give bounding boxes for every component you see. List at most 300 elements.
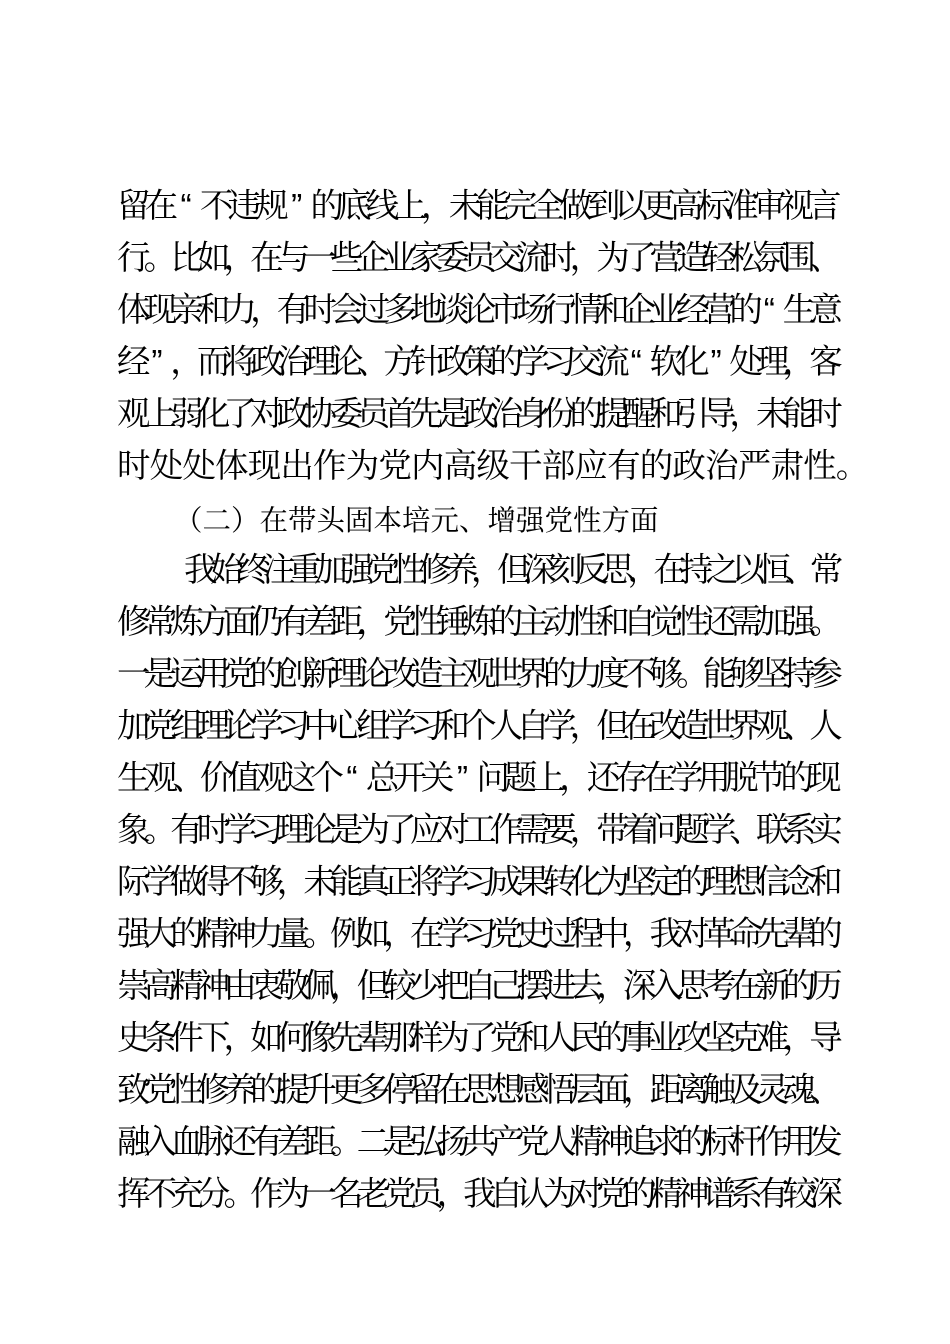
glyph: 了 <box>622 240 657 277</box>
text-line <box>117 227 843 279</box>
glyph: 论 <box>303 812 337 849</box>
glyph: 题 <box>503 760 538 797</box>
glyph: 坚 <box>756 656 790 693</box>
glyph: 习 <box>543 344 577 381</box>
glyph: 脉 <box>196 1124 231 1161</box>
glyph: 命 <box>729 916 763 953</box>
glyph: 神 <box>596 1124 630 1161</box>
glyph: 学 <box>250 708 284 745</box>
glyph: 界 <box>516 656 550 693</box>
glyph: 和 <box>649 396 683 433</box>
glyph: 精 <box>196 916 231 953</box>
glyph: 距 <box>649 1072 683 1109</box>
glyph: 在 <box>642 760 676 797</box>
glyph: 元 <box>430 505 460 537</box>
glyph: 改 <box>649 708 683 745</box>
glyph: 处 <box>182 448 216 485</box>
glyph: 市 <box>489 292 524 329</box>
glyph: ” <box>151 344 163 381</box>
glyph: 导 <box>809 1020 843 1057</box>
glyph: 围 <box>782 240 817 277</box>
glyph: 为 <box>543 1176 577 1213</box>
glyph: 党 <box>516 1124 550 1161</box>
glyph: 性 <box>569 604 604 641</box>
glyph: 新 <box>756 968 790 1005</box>
glyph: 和 <box>196 292 231 329</box>
glyph: 准 <box>725 188 759 225</box>
glyph: 二 <box>202 505 232 537</box>
glyph: 方 <box>383 344 417 381</box>
glyph: 轻 <box>702 240 737 277</box>
glyph: 未 <box>756 396 790 433</box>
glyph: 扬 <box>436 1124 470 1161</box>
glyph: 情 <box>569 292 604 329</box>
glyph: 、 <box>809 1072 843 1109</box>
body-paragraph <box>117 175 870 487</box>
glyph: 终 <box>236 552 270 589</box>
glyph: 面 <box>596 1072 630 1109</box>
glyph: 考 <box>702 968 737 1005</box>
glyph: 在 <box>259 505 289 537</box>
glyph: 世 <box>489 656 524 693</box>
glyph: 。 <box>676 656 710 693</box>
glyph: 不 <box>622 656 657 693</box>
glyph: 意 <box>809 292 843 329</box>
glyph: 老 <box>356 1176 391 1213</box>
glyph: 组 <box>356 708 391 745</box>
glyph: 精 <box>649 1176 683 1213</box>
glyph: 件 <box>170 1020 204 1057</box>
glyph: 由 <box>223 968 257 1005</box>
glyph: 的 <box>809 916 843 953</box>
glyph: “ <box>763 292 775 329</box>
glyph: 经 <box>117 344 151 381</box>
glyph: 工 <box>463 812 497 849</box>
glyph: 作 <box>756 1124 790 1161</box>
glyph: 力 <box>569 656 604 693</box>
glyph: 有 <box>756 1176 790 1213</box>
glyph: 要 <box>543 812 577 849</box>
glyph: 我 <box>184 552 218 589</box>
glyph: 不 <box>223 864 257 901</box>
glyph: 客 <box>809 344 843 381</box>
glyph: 经 <box>676 292 710 329</box>
glyph: 需 <box>516 812 550 849</box>
glyph: ” <box>456 760 469 797</box>
glyph: 的 <box>543 656 577 693</box>
glyph: 注 <box>262 552 296 589</box>
glyph: 为 <box>436 1020 470 1057</box>
glyph: 何 <box>276 1020 311 1057</box>
glyph: 转 <box>543 864 577 901</box>
glyph: ” <box>291 188 303 225</box>
glyph: 习 <box>463 864 497 901</box>
glyph: 理 <box>196 708 231 745</box>
glyph: 真 <box>356 864 391 901</box>
glyph: 修 <box>418 552 453 589</box>
glyph: 系 <box>782 812 817 849</box>
glyph: 中 <box>303 708 337 745</box>
glyph: 得 <box>196 864 231 901</box>
glyph: 把 <box>436 968 470 1005</box>
glyph: 观 <box>117 396 151 433</box>
glyph: 企 <box>622 292 657 329</box>
glyph: 学 <box>669 760 704 797</box>
glyph: 党 <box>596 1176 630 1213</box>
glyph: 历 <box>809 968 843 1005</box>
glyph: 强 <box>516 505 545 537</box>
glyph: 而 <box>196 344 231 381</box>
text-line <box>117 591 843 643</box>
glyph: 用 <box>196 656 231 693</box>
glyph: 坚 <box>622 864 657 901</box>
glyph: 存 <box>614 760 649 797</box>
text-line <box>117 1111 843 1163</box>
glyph: 深 <box>809 1176 843 1213</box>
glyph: 留 <box>409 1072 444 1109</box>
glyph: 衷 <box>250 968 284 1005</box>
glyph: 先 <box>756 916 790 953</box>
glyph: 神 <box>676 1176 710 1213</box>
glyph: 方 <box>196 604 231 641</box>
glyph: 业 <box>649 292 683 329</box>
glyph: 的 <box>639 448 674 485</box>
glyph: 的 <box>782 968 817 1005</box>
glyph: 更 <box>642 188 676 225</box>
text-line <box>117 1007 843 1059</box>
glyph: 持 <box>782 656 817 693</box>
glyph: 觉 <box>649 604 683 641</box>
glyph: 方 <box>601 505 631 537</box>
glyph: 自 <box>516 708 550 745</box>
glyph: 提 <box>276 1072 311 1109</box>
glyph: 的 <box>170 916 204 953</box>
glyph: 在 <box>653 552 687 589</box>
glyph: 内 <box>411 448 445 485</box>
text-line <box>117 1163 843 1215</box>
glyph: 价 <box>199 760 234 797</box>
glyph: 象 <box>117 812 151 849</box>
glyph: 实 <box>809 812 843 849</box>
glyph: 及 <box>729 1072 763 1109</box>
glyph: 强 <box>340 552 374 589</box>
glyph: 习 <box>276 708 311 745</box>
glyph: 联 <box>756 812 790 849</box>
glyph: 加 <box>117 708 151 745</box>
glyph: 处 <box>729 344 763 381</box>
glyph: 、 <box>809 240 843 277</box>
glyph: 与 <box>276 240 311 277</box>
glyph: 化 <box>569 864 604 901</box>
glyph: 论 <box>223 708 257 745</box>
glyph: 辈 <box>356 1020 391 1057</box>
glyph: 时 <box>809 396 843 433</box>
glyph: ， <box>223 240 257 277</box>
glyph: 软 <box>649 344 683 381</box>
glyph: 革 <box>702 916 737 953</box>
glyph: 对 <box>676 916 710 953</box>
glyph: 为 <box>356 812 391 849</box>
glyph: 党 <box>378 448 412 485</box>
text-line <box>117 747 842 799</box>
glyph: 入 <box>143 1124 178 1161</box>
glyph: 感 <box>516 1072 550 1109</box>
glyph: 、 <box>172 760 206 797</box>
glyph: 分 <box>196 1176 231 1213</box>
glyph: 在 <box>729 968 763 1005</box>
text-line <box>117 851 843 903</box>
glyph: 先 <box>409 396 444 433</box>
glyph: 在 <box>622 708 657 745</box>
glyph: 是 <box>436 396 470 433</box>
glyph: 时 <box>303 292 337 329</box>
glyph: 问 <box>649 812 683 849</box>
glyph: ， <box>782 1020 817 1057</box>
glyph: 的 <box>569 396 604 433</box>
glyph: ） <box>231 505 260 537</box>
glyph: 流 <box>596 344 630 381</box>
glyph: 出 <box>280 448 314 485</box>
glyph: 关 <box>421 760 455 797</box>
glyph: 观 <box>756 708 790 745</box>
glyph: 学 <box>543 708 577 745</box>
glyph: 底 <box>338 188 372 225</box>
glyph: 佩 <box>303 968 337 1005</box>
glyph: ， <box>223 1020 257 1057</box>
glyph: 力 <box>250 916 284 953</box>
glyph: 、 <box>356 344 391 381</box>
glyph: 认 <box>516 1176 550 1213</box>
glyph: “ <box>180 188 192 225</box>
glyph: 头 <box>316 505 346 537</box>
glyph: 人 <box>809 708 843 745</box>
glyph: 视 <box>780 188 814 225</box>
glyph: ” <box>710 344 722 381</box>
glyph: 个 <box>463 708 497 745</box>
glyph: 党 <box>366 552 401 589</box>
glyph: 念 <box>782 864 817 901</box>
glyph: 和 <box>809 864 843 901</box>
glyph: 主 <box>436 656 470 693</box>
glyph: 面 <box>630 505 659 537</box>
glyph: 界 <box>729 708 763 745</box>
glyph: 触 <box>702 1072 737 1109</box>
glyph: 距 <box>303 1124 337 1161</box>
glyph: 党 <box>489 916 524 953</box>
glyph: 多 <box>356 1072 391 1109</box>
glyph: 有 <box>607 448 641 485</box>
glyph: 氛 <box>756 240 790 277</box>
glyph: 问 <box>476 760 510 797</box>
glyph: 面 <box>223 604 257 641</box>
glyph: 史 <box>516 916 550 953</box>
glyph: 政 <box>250 344 284 381</box>
glyph: 还 <box>223 1124 257 1161</box>
glyph: 为 <box>345 448 380 485</box>
glyph: 但 <box>596 708 630 745</box>
glyph: 论 <box>330 344 364 381</box>
glyph: 为 <box>596 864 630 901</box>
glyph: 精 <box>170 968 204 1005</box>
glyph: 造 <box>409 656 444 693</box>
glyph: 是 <box>330 812 364 849</box>
glyph: 思 <box>463 1072 497 1109</box>
glyph: 企 <box>356 240 391 277</box>
glyph: 样 <box>409 1020 444 1057</box>
glyph: ， <box>569 812 604 849</box>
glyph: 是 <box>383 1124 417 1161</box>
glyph: 有 <box>276 604 311 641</box>
glyph: 能 <box>476 188 510 225</box>
glyph: 现 <box>247 448 282 485</box>
glyph: 导 <box>702 396 737 433</box>
glyph: 成 <box>489 864 524 901</box>
glyph: 克 <box>729 1020 763 1057</box>
glyph: ， <box>569 708 604 745</box>
glyph: 人 <box>489 708 524 745</box>
glyph: 家 <box>409 240 444 277</box>
glyph: “ <box>630 344 642 381</box>
glyph: 更 <box>330 1072 364 1109</box>
glyph: 员 <box>409 1176 444 1213</box>
glyph: 观 <box>144 760 179 797</box>
glyph: 时 <box>196 812 231 849</box>
glyph: 之 <box>705 552 740 589</box>
glyph: 交 <box>489 240 524 277</box>
glyph: 人 <box>543 1124 577 1161</box>
glyph: 炼 <box>170 604 204 641</box>
glyph: 敬 <box>276 968 311 1005</box>
glyph: 程 <box>569 916 604 953</box>
heading-line <box>117 487 836 539</box>
glyph: 将 <box>223 344 257 381</box>
glyph: 产 <box>489 1124 524 1161</box>
glyph: 养 <box>223 1072 257 1109</box>
glyph: 共 <box>463 1124 497 1161</box>
glyph: 节 <box>752 760 787 797</box>
glyph: 如 <box>196 240 231 277</box>
glyph: 比 <box>170 240 204 277</box>
glyph: 治 <box>705 448 739 485</box>
glyph: 辈 <box>782 916 817 953</box>
glyph: 求 <box>649 1124 683 1161</box>
glyph: 违 <box>227 188 262 225</box>
glyph: 果 <box>516 864 550 901</box>
glyph: 学 <box>516 344 550 381</box>
glyph: 改 <box>383 656 417 693</box>
glyph: 学 <box>143 864 178 901</box>
glyph: 崇 <box>117 968 151 1005</box>
glyph: 较 <box>782 1176 817 1213</box>
glyph: 行 <box>543 292 577 329</box>
glyph: 需 <box>729 604 763 641</box>
glyph: 业 <box>383 240 417 277</box>
glyph: 完 <box>503 188 538 225</box>
glyph: 醒 <box>622 396 657 433</box>
glyph: 论 <box>356 656 391 693</box>
glyph: 常 <box>809 552 844 589</box>
glyph: 论 <box>463 292 497 329</box>
glyph: 不 <box>143 1176 178 1213</box>
glyph: 锤 <box>436 604 470 641</box>
glyph: 体 <box>215 448 249 485</box>
glyph: 总 <box>365 760 400 797</box>
glyph: 习 <box>409 708 444 745</box>
glyph: 性 <box>392 552 427 589</box>
glyph: 作 <box>489 812 524 849</box>
glyph: 己 <box>489 968 524 1005</box>
glyph: 在 <box>250 240 284 277</box>
glyph: 理 <box>330 656 364 693</box>
glyph: 运 <box>170 656 204 693</box>
glyph: ， <box>627 552 661 589</box>
glyph: 反 <box>575 552 609 589</box>
glyph: 性 <box>676 604 710 641</box>
text-line <box>117 799 843 851</box>
glyph: 应 <box>574 448 608 485</box>
glyph: 修 <box>196 1072 231 1109</box>
glyph: 对 <box>250 396 284 433</box>
glyph: 还 <box>702 604 737 641</box>
glyph: 规 <box>255 188 289 225</box>
glyph: 我 <box>463 1176 497 1213</box>
glyph: 员 <box>463 240 497 277</box>
glyph: 力 <box>223 292 257 329</box>
glyph: 有 <box>276 292 311 329</box>
glyph: 的 <box>489 344 524 381</box>
glyph: 和 <box>516 1020 550 1057</box>
text-line <box>117 903 843 955</box>
glyph: 度 <box>596 656 630 693</box>
glyph: 进 <box>543 968 577 1005</box>
glyph: 性 <box>170 1072 204 1109</box>
glyph: 条 <box>143 1020 178 1057</box>
glyph: 想 <box>729 864 763 901</box>
text-line <box>117 435 870 487</box>
glyph: 未 <box>448 188 483 225</box>
glyph: 党 <box>383 604 417 641</box>
glyph: 在 <box>436 1072 470 1109</box>
glyph: 动 <box>543 604 577 641</box>
glyph: 强 <box>117 916 151 953</box>
glyph: 新 <box>303 656 337 693</box>
glyph: 组 <box>170 708 204 745</box>
glyph: 的 <box>622 1176 657 1213</box>
glyph: 先 <box>330 1020 364 1057</box>
glyph: 用 <box>782 1124 817 1161</box>
glyph: 是 <box>143 656 178 693</box>
glyph: 弘 <box>409 1124 444 1161</box>
glyph: 攻 <box>676 1020 710 1057</box>
glyph: 深 <box>622 968 657 1005</box>
glyph: 追 <box>622 1124 657 1161</box>
glyph: 上 <box>531 760 566 797</box>
text-line <box>117 955 843 1007</box>
glyph: 现 <box>143 292 178 329</box>
glyph: 持 <box>679 552 713 589</box>
glyph: 深 <box>523 552 557 589</box>
glyph: 例 <box>330 916 364 953</box>
glyph: 业 <box>649 1020 683 1057</box>
glyph: 能 <box>782 396 817 433</box>
glyph: 差 <box>276 1124 311 1161</box>
glyph: 发 <box>809 1124 843 1161</box>
glyph: 差 <box>303 604 337 641</box>
glyph: 流 <box>516 240 550 277</box>
glyph: 能 <box>702 656 737 693</box>
glyph: 干 <box>509 448 543 485</box>
glyph: 养 <box>444 552 479 589</box>
